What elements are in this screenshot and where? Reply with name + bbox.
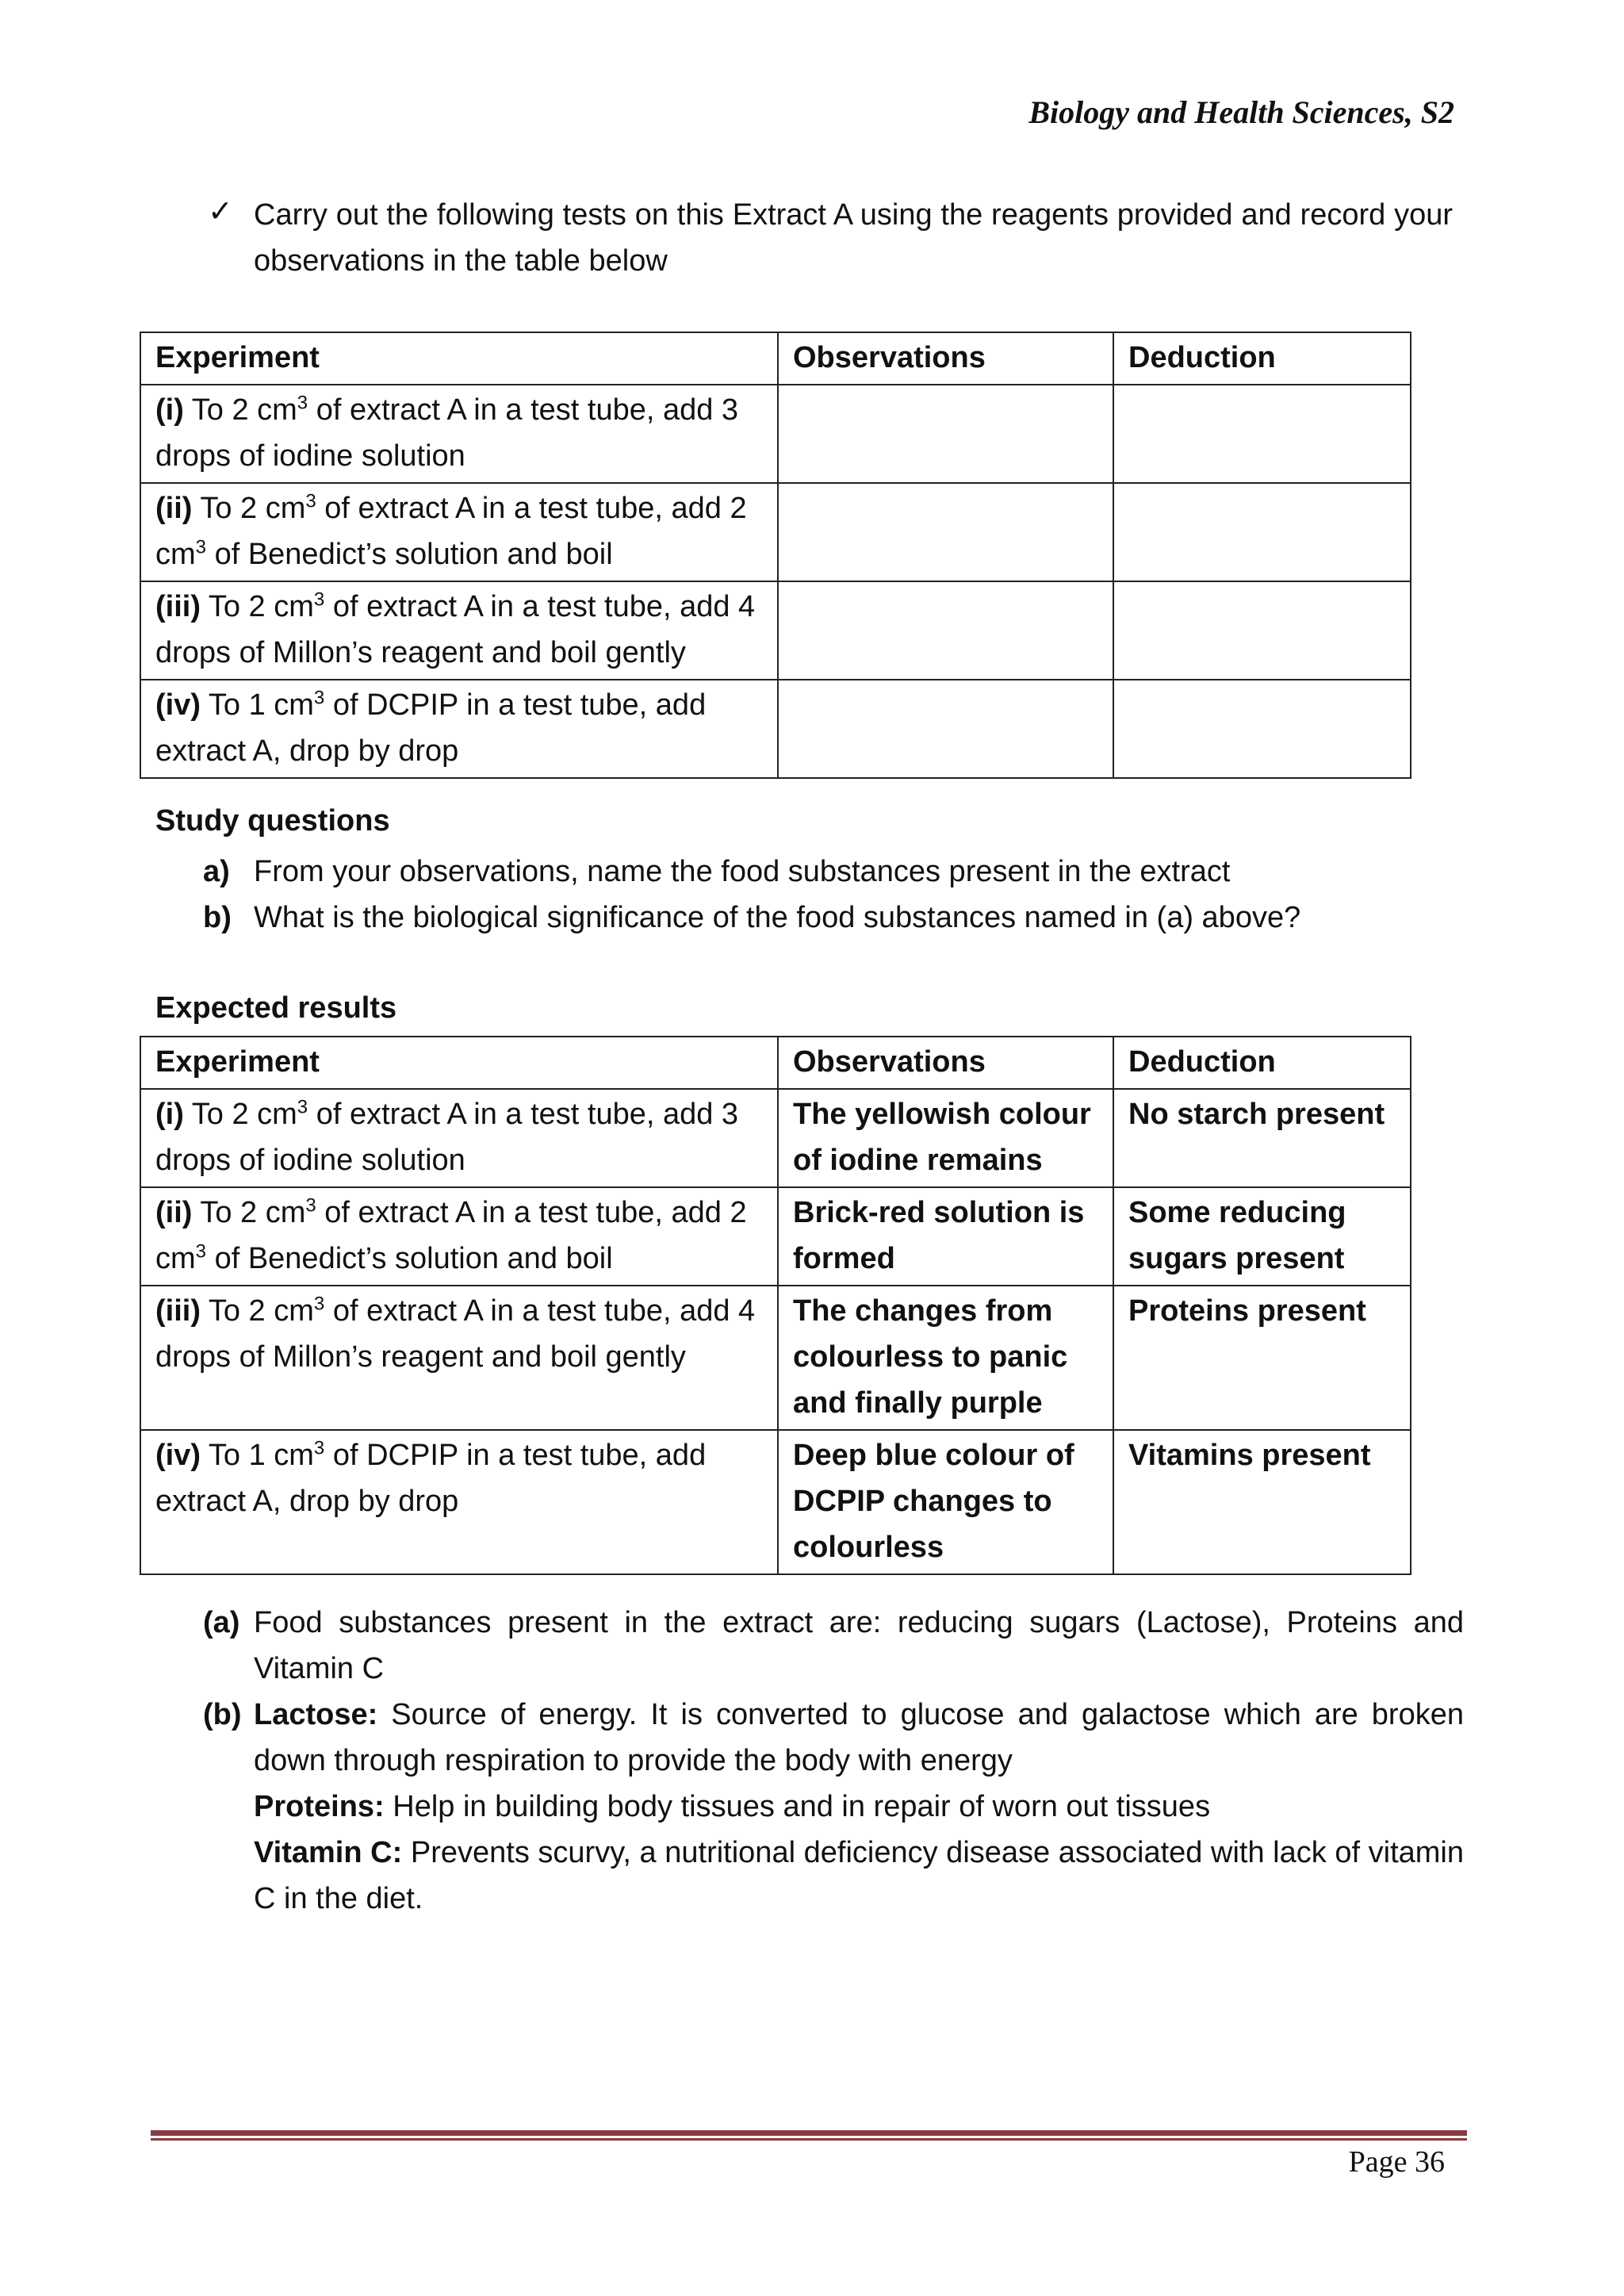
observation-cell: Brick-red solution is formed [778, 1187, 1113, 1286]
expected-results-heading: Expected results [155, 991, 397, 1025]
observation-cell[interactable] [778, 581, 1113, 680]
instruction-text: Carry out the following tests on this Extract A using the reagents provided and record your observations in the table below [254, 198, 1453, 278]
deduction-cell[interactable] [1113, 483, 1411, 581]
answer-item-b [203, 1692, 1464, 1922]
answer-proteins: Proteins: Help in building body tissues and in repair of worn out tissues [254, 1790, 1211, 1823]
study-questions-list [203, 849, 1456, 941]
table-row [140, 1187, 1411, 1286]
observation-cell[interactable] [778, 483, 1113, 581]
question-text: What is the biological significance of the food substances named in (a) above? [254, 901, 1301, 934]
table-header-row [140, 332, 1411, 385]
deduction-cell[interactable] [1113, 680, 1411, 778]
deduction-cell: No starch present [1113, 1089, 1411, 1187]
checkmark-icon: ✓ [208, 195, 233, 228]
table-row [140, 385, 1411, 483]
table-row [140, 1089, 1411, 1187]
deduction-cell: Proteins present [1113, 1286, 1411, 1430]
experiment-cell: (iv) To 1 $cm^3$ of DCPIP in a test tube, add extract A, drop by drop [140, 680, 778, 778]
footer-rule [151, 2130, 1467, 2141]
experiment-cell: (iii) To 2 $cm^3$ of extract A in a test tube, add 4 drops of Millon’s reagent and boil gently [140, 1286, 778, 1430]
observation-cell[interactable] [778, 680, 1113, 778]
column-header-deduction: Deduction [1113, 1037, 1411, 1089]
column-header-observations: Observations [778, 1037, 1113, 1089]
list-marker: a) [203, 855, 230, 888]
column-header-observations: Observations [778, 332, 1113, 385]
experiment-cell: (i) To 2 $cm^3$ of extract A in a test tube, add 3 drops of iodine solution [140, 1089, 778, 1187]
answers-list [203, 1600, 1464, 1922]
experiment-cell: (iii) To 2 $cm^3$ of extract A in a test tube, add 4 drops of Millon’s reagent and boil gently [140, 581, 778, 680]
observation-cell[interactable] [778, 385, 1113, 483]
table-header-row [140, 1037, 1411, 1089]
deduction-cell[interactable] [1113, 385, 1411, 483]
observation-cell: Deep blue colour of DCPIP changes to colourless [778, 1430, 1113, 1574]
table-row [140, 680, 1411, 778]
experiment-cell: (i) To 2 $cm^3$ of extract A in a test tube, add 3 drops of iodine solution [140, 385, 778, 483]
observation-cell: The yellowish colour of iodine remains [778, 1089, 1113, 1187]
column-header-deduction: Deduction [1113, 332, 1411, 385]
table-row [140, 483, 1411, 581]
study-questions-heading: Study questions [155, 804, 390, 838]
table-row [140, 1430, 1411, 1574]
list-item [203, 895, 1456, 941]
observation-cell: The changes from colourless to panic and finally purple [778, 1286, 1113, 1430]
experiment-cell: (ii) To 2 $cm^3$ of extract A in a test tube, add 2 $cm^3$ of Benedict’s solution and boil [140, 1187, 778, 1286]
running-header: Biology and Health Sciences, S2 [1028, 94, 1454, 130]
answer-vitamin-c: Vitamin C: Prevents scurvy, a nutritional deficiency disease associated with lack of vitamin C in the diet. [254, 1836, 1465, 1915]
footer-rule-thick [151, 2130, 1467, 2136]
list-marker: (b) [203, 1698, 242, 1731]
observation-table [140, 332, 1411, 779]
column-header-experiment: Experiment [140, 332, 778, 385]
answer-lactose: Lactose: Source of energy. It is converted to glucose and galactose which are broken down through respiration to provide the body with energy [254, 1698, 1464, 1777]
deduction-cell: Vitamins present [1113, 1430, 1411, 1574]
table-row [140, 1286, 1411, 1430]
deduction-cell: Some reducing sugars present [1113, 1187, 1411, 1286]
answer-item-a [203, 1600, 1464, 1692]
question-text: From your observations, name the food substances present in the extract [254, 855, 1231, 888]
column-header-experiment: Experiment [140, 1037, 778, 1089]
footer-rule-thin [151, 2138, 1467, 2141]
page-number: Page 36 [1348, 2145, 1445, 2179]
expected-results-table [140, 1036, 1411, 1575]
answer-text: Food substances present in the extract are: reducing sugars (Lactose), Proteins and Vitamin C [254, 1606, 1464, 1685]
experiment-cell: (ii) To 2 $cm^3$ of extract A in a test tube, add 2 $cm^3$ of Benedict’s solution and boil [140, 483, 778, 581]
table-row [140, 581, 1411, 680]
deduction-cell[interactable] [1113, 581, 1411, 680]
list-item [203, 849, 1456, 895]
instruction-item [208, 192, 1453, 284]
list-marker: (a) [203, 1606, 240, 1639]
experiment-cell: (iv) To 1 $cm^3$ of DCPIP in a test tube, add extract A, drop by drop [140, 1430, 778, 1574]
list-marker: b) [203, 901, 232, 934]
